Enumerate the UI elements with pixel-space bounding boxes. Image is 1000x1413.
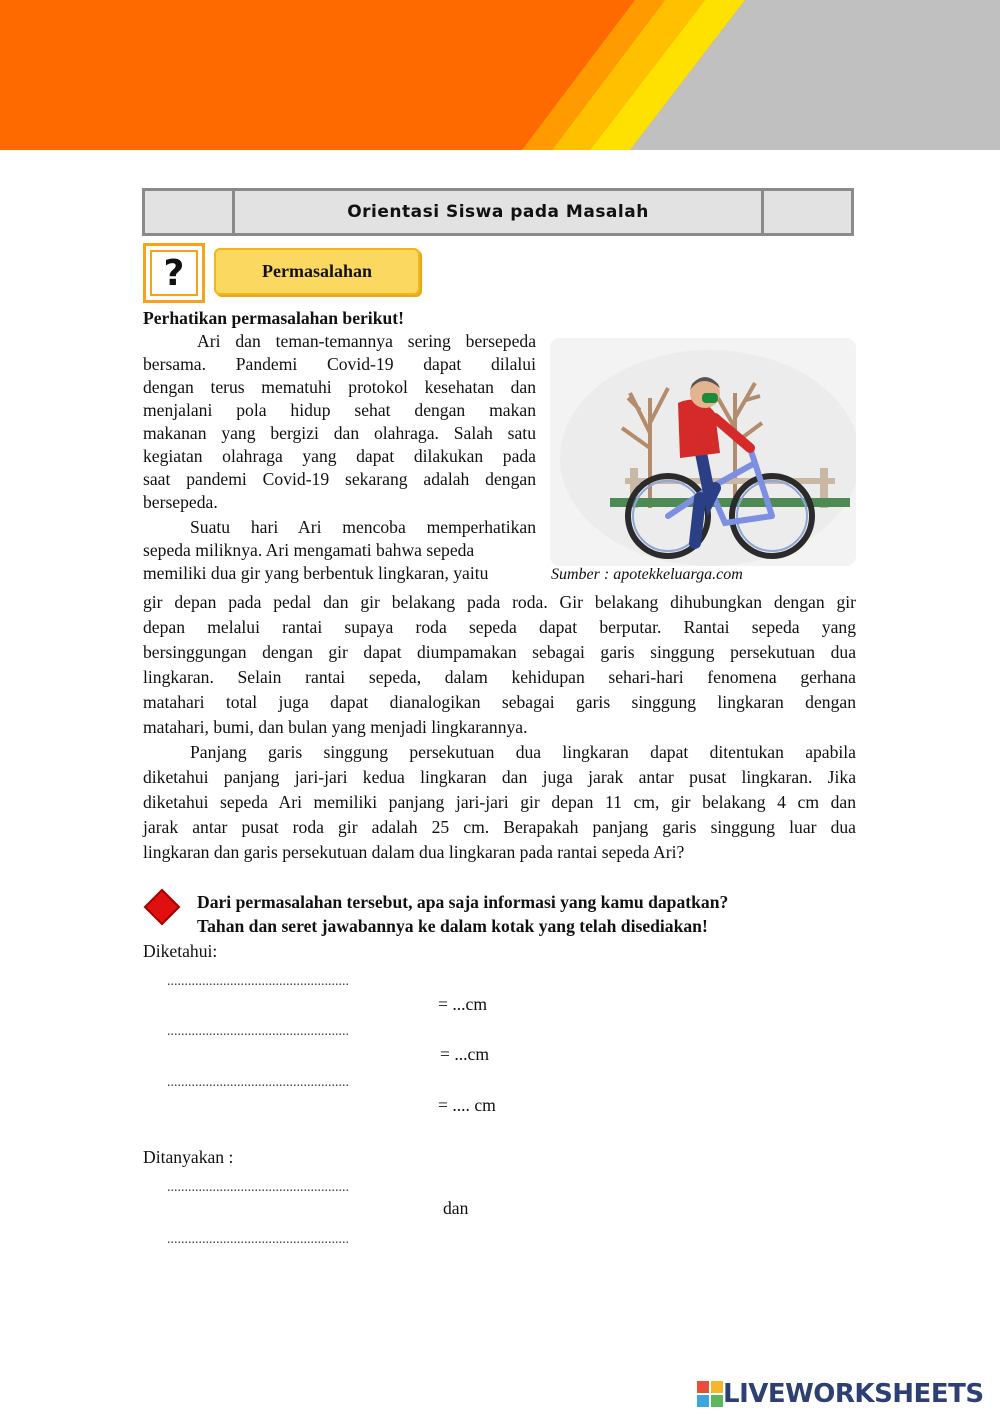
text-line: memiliki dua gir yang berbentuk lingkaran, yaitu — [143, 563, 489, 583]
text-line: matahari total juga dapat dianalogikan sebagai garis singgung lingkaran dengan — [143, 692, 856, 712]
section-title: Orientasi Siswa pada Masalah — [347, 202, 649, 222]
known-drop-slot-3[interactable]: .................................................... — [167, 1075, 349, 1090]
known-drop-slot-2[interactable]: .................................................... — [167, 1024, 349, 1039]
text-line: bersinggungan dengan gir dapat diumpamakan sebagai garis singgung persekutuan dua — [143, 642, 856, 662]
asked-joiner: dan — [443, 1198, 469, 1218]
text-line: lingkaran dan garis persekutuan dalam dua lingkaran pada rantai sepeda Ari? — [143, 842, 685, 862]
asked-drop-slot-2[interactable]: .................................................... — [167, 1232, 349, 1247]
text-line: diketahui sepeda Ari memiliki panjang jari-jari gir depan 11 cm, gir belakang 4 cm dan — [143, 792, 856, 812]
instruction-line-2: Tahan dan seret jawabannya ke dalam kotak yang telah disediakan! — [197, 916, 708, 936]
text-line: menjalani pola hidup sehat dengan makan — [143, 400, 536, 420]
known-drop-slot-1[interactable]: .................................................... — [167, 974, 349, 989]
text-line: saat pandemi Covid-19 sekarang adalah dengan — [143, 469, 536, 489]
text-line: Panjang garis singgung persekutuan dua lingkaran dapat ditentukan apabila — [190, 742, 856, 762]
liveworksheets-logo — [697, 1377, 984, 1411]
header-banner — [0, 0, 1000, 150]
text-line: depan melalui rantai supaya roda sepeda dapat berputar. Rantai sepeda yang — [143, 617, 856, 637]
header-cell-right — [761, 191, 851, 233]
text-line: matahari, bumi, dan bulan yang menjadi lingkarannya. — [143, 717, 528, 737]
paragraph-1 — [143, 330, 536, 514]
text-line: makanan yang bergizi dan olahraga. Salah satu — [143, 423, 536, 443]
paragraph-2-cont — [143, 591, 856, 739]
text-line: lingkaran. Selain rantai sepeda, dalam kehidupan sehari-hari fenomena gerhana — [143, 667, 856, 687]
paragraph-2-start — [143, 516, 536, 585]
text-line: jarak antar pusat roda gir adalah 25 cm. Berapakah panjang garis singgung luar dua — [143, 817, 856, 837]
text-line: Ari dan teman-temannya sering bersepeda — [197, 331, 536, 351]
permasalahan-label: Permasalahan — [214, 248, 420, 295]
text-line: kegiatan olahraga yang dapat dilakukan pada — [143, 446, 536, 466]
section-header-table — [142, 188, 854, 236]
known-value-3: = .... cm — [438, 1095, 496, 1115]
diamond-bullet-icon — [144, 889, 181, 926]
text-line: dengan terus mematuhi protokol kesehatan dan — [143, 377, 536, 397]
text-line: diketahui panjang jari-jari kedua lingkaran dan juga jarak antar pusat lingkaran. Jika — [143, 767, 856, 787]
known-label: Diketahui: — [143, 941, 218, 961]
liveworksheets-logo-icon — [697, 1381, 723, 1407]
paragraph-3 — [143, 741, 856, 864]
text-line: bersama. Pandemi Covid-19 dapat dilalui — [143, 354, 536, 374]
asked-label: Ditanyakan : — [143, 1147, 234, 1167]
text-line: gir depan pada pedal dan gir belakang pada roda. Gir belakang dihubungkan dengan gir — [143, 592, 856, 612]
cyclist-illustration — [550, 338, 856, 566]
known-value-2: = ...cm — [440, 1044, 490, 1064]
instruction-line-1: Dari permasalahan tersebut, apa saja informasi yang kamu dapatkan? — [197, 892, 729, 912]
question-icon-box — [143, 243, 205, 303]
text-line: bersepeda. — [143, 492, 218, 512]
question-mark-icon: ? — [150, 250, 198, 296]
text-line: sepeda miliknya. Ari mengamati bahwa sepeda — [143, 540, 475, 560]
image-caption: Sumber : apotekkeluarga.com — [551, 566, 743, 583]
text-line: Suatu hari Ari mencoba memperhatikan — [190, 517, 536, 537]
brand-name: LIVEWORKSHEETS — [723, 1379, 984, 1409]
intro-heading: Perhatikan permasalahan berikut! — [143, 308, 404, 328]
asked-drop-slot-1[interactable]: .................................................... — [167, 1180, 349, 1195]
known-value-1: = ...cm — [438, 994, 488, 1014]
header-cell-left — [145, 191, 235, 233]
